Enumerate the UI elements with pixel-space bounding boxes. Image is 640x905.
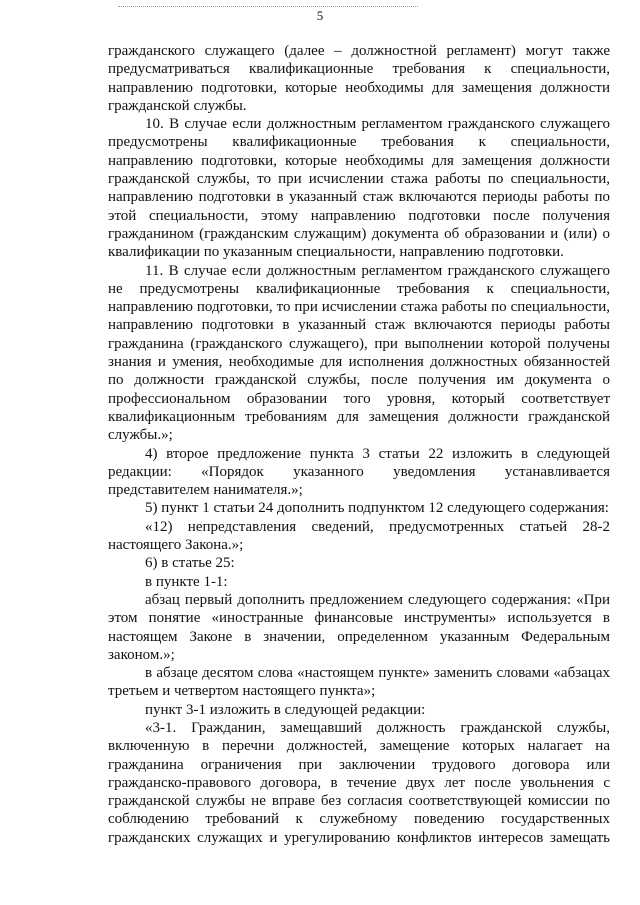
paragraph-subitem-5: 5) пункт 1 статьи 24 дополнить подпунктом 12 следующего содержания: [145,500,609,517]
paragraph-point-1-1: в пункте 1-1: [145,573,228,590]
paragraph-subitem-6: 6) в статье 25: [145,555,235,572]
paragraph-point-3-1: пункт 3-1 изложить в следующей редакции: [145,701,426,718]
document-body [108,42,610,847]
scan-edge-line [118,6,418,7]
paragraph-continuation: гражданского служащего (далее – должностной регламент) могут также предусматриваться квалификационные требования к специальности, направлению подготовки, которые необходимы для замещения должности гражданской службы. [108,43,610,114]
page-number: 5 [316,8,324,23]
paragraph-item-10: 10. В случае если должностным регламентом гражданского служащего предусмотрены квалификационные требования к специальности, направлению подготовки, которые необходимы для замещения должности гражданской службы, то при исчислении стажа работы по специальности, направлению подготовки в указанный стаж включаются периоды работы по этой специальности, этому направлению подготовки после получения гражданином (гражданским служащим) документа об образовании и (или) о квалификации по указанным специальности, направлению подготовки. [108,116,610,261]
paragraph-tenth-abzac: в абзаце десятом слова «настоящем пункте» заменить словами «абзацах третьем и четвертом настоящего пункта»; [108,665,610,700]
paragraph-item-11: 11. В случае если должностным регламентом гражданского служащего не предусмотрены квалификационные требования к специальности, направлению подготовки, то при исчислении стажа работы по специальности, направлению подготовки в указанный стаж включаются периоды работы гражданина (гражданского служащего), при выполнении которой получены знания и умения, необходимые для исполнения должностных обязанностей по должности гражданской службы, после получения им документа о профессиональном образовании того уровня, который соответствует квалификационным требованиям для замещения должности гражданской службы.»; [108,262,610,444]
paragraph-first-abzac: абзац первый дополнить предложением следующего содержания: «При этом понятие «иностранные финансовые инструменты» используется в настоящем Законе в значении, определенном указанным Федеральным законом.»; [108,591,610,663]
paragraph-subitem-4: 4) второе предложение пункта 3 статьи 22 изложить в следующей редакции: «Порядок указанного уведомления устанавливается представителем нанимателя.»; [108,445,610,499]
paragraph-quote-12: «12) непредставления сведений, предусмотренных статьей 28-2 настоящего Закона.»; [108,518,610,554]
paragraph-quote-3-1: «3-1. Гражданин, замещавший должность гражданской службы, включенную в перечни должностей, замещение которых налагает на гражданина ограничения при заключении трудового договора или гражданско-правового договора, в течение двух лет после увольнения с гражданской службы не вправе без согласия соответствующей комиссии по соблюдению требований к служебному поведению государственных гражданских служащих и урегулированию конфликтов интересов замещать [108,719,610,846]
